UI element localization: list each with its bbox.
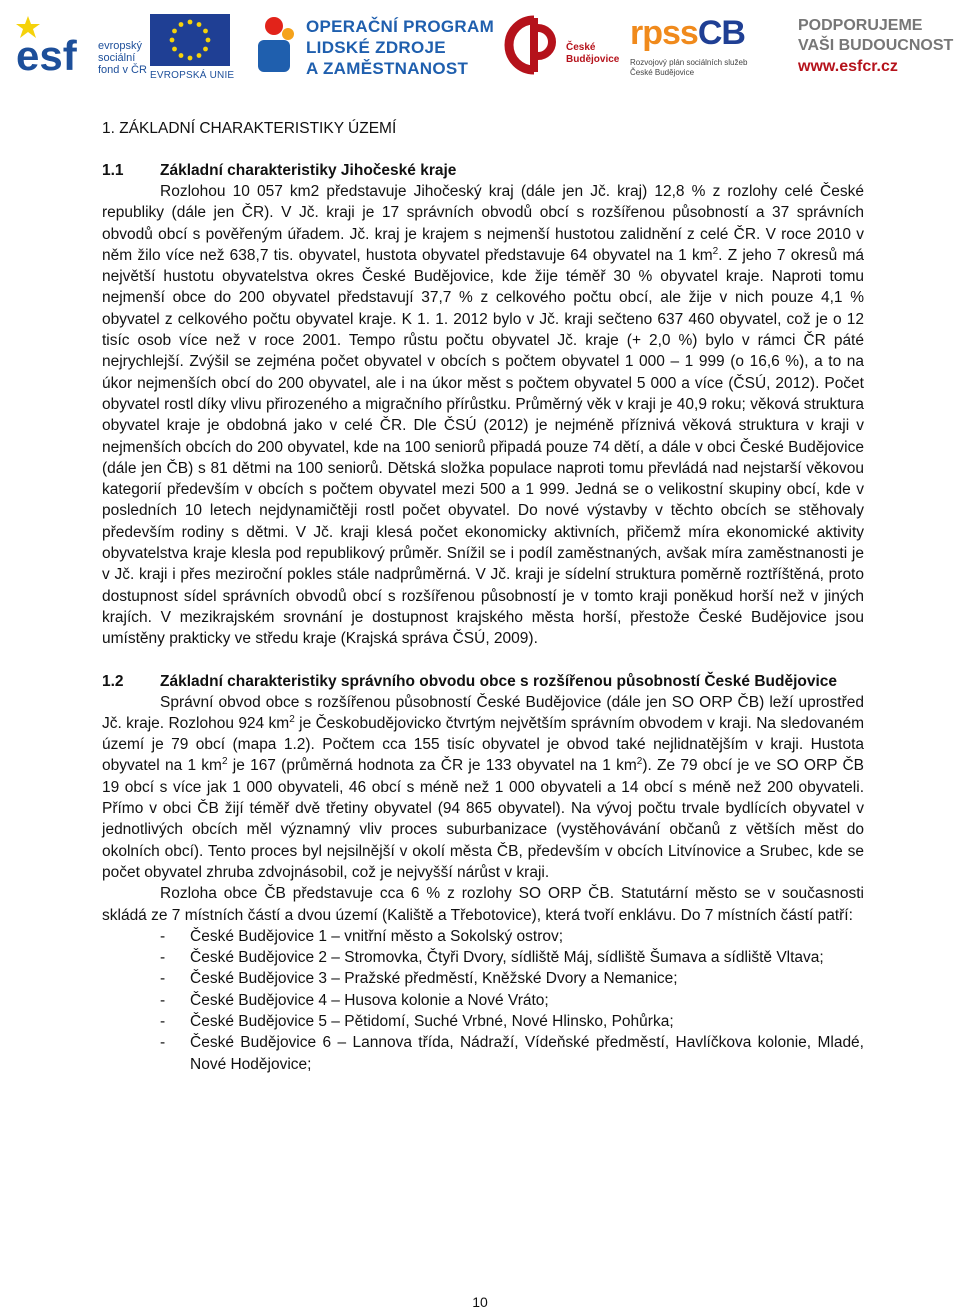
op-lzz-caption: OPERAČNÍ PROGRAM LIDSKÉ ZDROJE A ZAMĚSTNANOST [306,17,495,78]
list-item: - České Budějovice 2 – Stromovka, Čtyři Dvory, sídliště Máj, sídliště Šumava a sídliště Vltava; [102,947,864,968]
list-item: - České Budějovice 4 – Husova kolonie a Nové Vráto; [102,990,864,1011]
section-1-2-paragraph-1: Správní obvod obce s rozšířenou působností České Budějovice (dále jen SO ORP ČB) leží uprostřed Jč. kraje. Rozlohou 924 $km^2$ je Českobudějovicko čtvrtým největším správním obvodem v kraji. Na sledovaném území je 79 obcí (mapa 1.2). Počtem cca 155 tisíc obyvatel je obvod také nejlidnatějším v kraji. Hustota obyvatel na 1 $km^2$ je 167 (průměrná hodnota za ČR je 133 obyvatel na 1 $km^2$). Ze 79 obcí je ve SO ORP ČB 19 obcí s více jak 1 000 obyvateli, 46 obcí s méně než 1 000 obyvateli a 14 obcí s méně než 200 obyvateli. Přímo v obci ČB žijí téměř dvě třetiny obyvatel (94 865 obyvatel). Na vývoj počtu trvale bydlících obyvatel v jednotlivých obcích měl významný vliv proces suburbanizace (vystěhovávání občanů z větších měst do okolních obcí). Tento proces byl nejsilnější v okolí města ČB, především v obcích Litvínovice a Srubec, kde se počet obyvatel zhruba zdvojnásobil, což je nejvyšší nárůst v kraji. [102,693,864,881]
esf-caption: evropský sociální fond v ČR [98,40,147,76]
eu-caption: EVROPSKÁ UNIE [150,70,235,81]
rpss-cb-logo: rpssCB [630,14,745,52]
list-item: - České Budějovice 1 – vnitřní město a Sokolský ostrov; [102,926,864,947]
podporujeme-slogan: PODPORUJEME VAŠI BUDOUCNOST [798,17,954,54]
esfcr-url: www.esfcr.cz [798,58,898,75]
esf-logo-icon [14,12,94,76]
ceske-budejovice-logo-icon [504,14,564,76]
section-heading-1-1: 1.1 Základní charakteristiky Jihočeské kraje [102,162,457,179]
rpss-caption: Rozvojový plán sociálních služeb České Budějovice [630,58,748,77]
chapter-heading: 1. ZÁKLADNÍ CHARAKTERISTIKY ÚZEMÍ [102,120,397,137]
eu-flag-icon [150,14,230,66]
section-heading-1-2: 1.2 Základní charakteristiky správního obvodu obce s rozšířenou působností České Budějovice [102,672,838,690]
section-1-1-paragraph: Rozlohou 10 057 km2 představuje Jihočeský kraj (dále jen Jč. kraj) 12,8 % z rozlohy celé České republiky (dále jen ČR). V Jč. kraji je 17 správních obvodů obcí s rozšířenou působností a 37 správních obvodů obcí s pověřeným úřadem. Jč. kraj je krajem s nejmenší hustotou zalidnění z celé ČR. V roce 2010 v něm žilo více než 638,7 tis. obyvatel, hustota obyvatel představuje 64 obyvatel na 1 $km^2$. Z jeho 7 okresů má největší hustotu obyvatelstva okres České Budějovice, kde žije téměř 30 % obyvatel kraje. Naproti tomu nejmenší obce do 200 obyvatel představují 37,7 % z celkového počtu obcí, ale žije v nich pouze 4,1 % obyvatel z celkového počtu obyvatel kraje. K 1. 1. 2012 bylo v Jč. kraji sečteno 637 460 obyvatel, což je o 12 tisíc osob více než v roce 2001. Tempo růstu počtu obyvatel Jč. kraje (+ 2,0 %) bylo v rámci ČR páté nejrychlejší. Zvýšil se zejména počet obyvatel v obcích s počtem obyvatel 1 000 – 1 999 (o 16,6 %), a to na úkor nejmenších obcí do 200 obyvatel, ale i na úkor měst s počtem obyvatel 5 000 a více (ČSÚ, 2012). Počet obyvatel rostl díky vlivu přirozeného a migračního přírůstku. Průměrný věk v kraji je 40,9 roku; věková struktura obyvatel kraje je obdobná jako v celé ČR. Dle ČSÚ (2012) je nejméně příznivá věková struktura v kraji v nejmenších obcích do 200 obyvatel, kde na 100 seniorů připadá pouze 74 dětí, a dále v obci České Budějovice (dále jen ČB) s 81 dětmi na 100 seniorů. Dětská složka populace naproti tomu převládá nad nejstarší věkovou kategorií především v obcích s počtem obyvatel mezi 500 a 1 999. Jedná se o velikostní skupiny obcí, kde v posledních 10 letech nejdynamičtěji rostl počet obyvatel. Do nové výstavby v těchto obcích se stěhovaly především rodiny s dětmi. V Jč. kraji klesá počet ekonomicky aktivních, přičemž míra ekonomické aktivity obyvatelstva kraje klesla pod republikový průměr. Snížil se i podíl zaměstnaných, avšak míra zaměstnanosti je v Jč. kraji i přes meziroční pokles stále nadprůměrná. V Jč. kraji je sídelní struktura poměrně roztříštěná, proto dostupnost sídel správních obvodů obcí s rozšířenou působností je v tomto kraji poněkud horší než v jiných krajích. V mezikrajském srovnání je dostupnost krajského města horší, přestože České Budějovice jsou umístěny prakticky ve středu kraje (Krajská správa ČSÚ, 2009). [102,183,864,648]
logo-strip [0,0,960,92]
svg-text:esf: esf [16,32,77,76]
list-item: - České Budějovice 3 – Pražské předměstí, Kněžské Dvory a Nemanice; [102,968,864,989]
list-item: - České Budějovice 5 – Pětidomí, Suché Vrbné, Nové Hlinsko, Pohůrka; [102,1011,864,1032]
page-number: 10 [472,1294,488,1310]
ceske-budejovice-caption: České Budějovice [566,42,620,65]
op-lzz-logo-icon [254,14,300,76]
document-body [102,118,864,1075]
list-item: - České Budějovice 6 – Lannova třída, Nádraží, Vídeňské předměstí, Havlíčkova kolonie, Mladé, Nové Hodějovice; [102,1032,864,1075]
section-1-2-paragraph-2: Rozloha obce ČB představuje cca 6 % z rozlohy SO ORP ČB. Statutární město se v současnosti skládá ze 7 místních částí a dvou území (Kaliště a Třebotovice), která tvoří enklávu. Do 7 místních částí patří: [102,885,864,924]
local-parts-list [102,926,864,1075]
